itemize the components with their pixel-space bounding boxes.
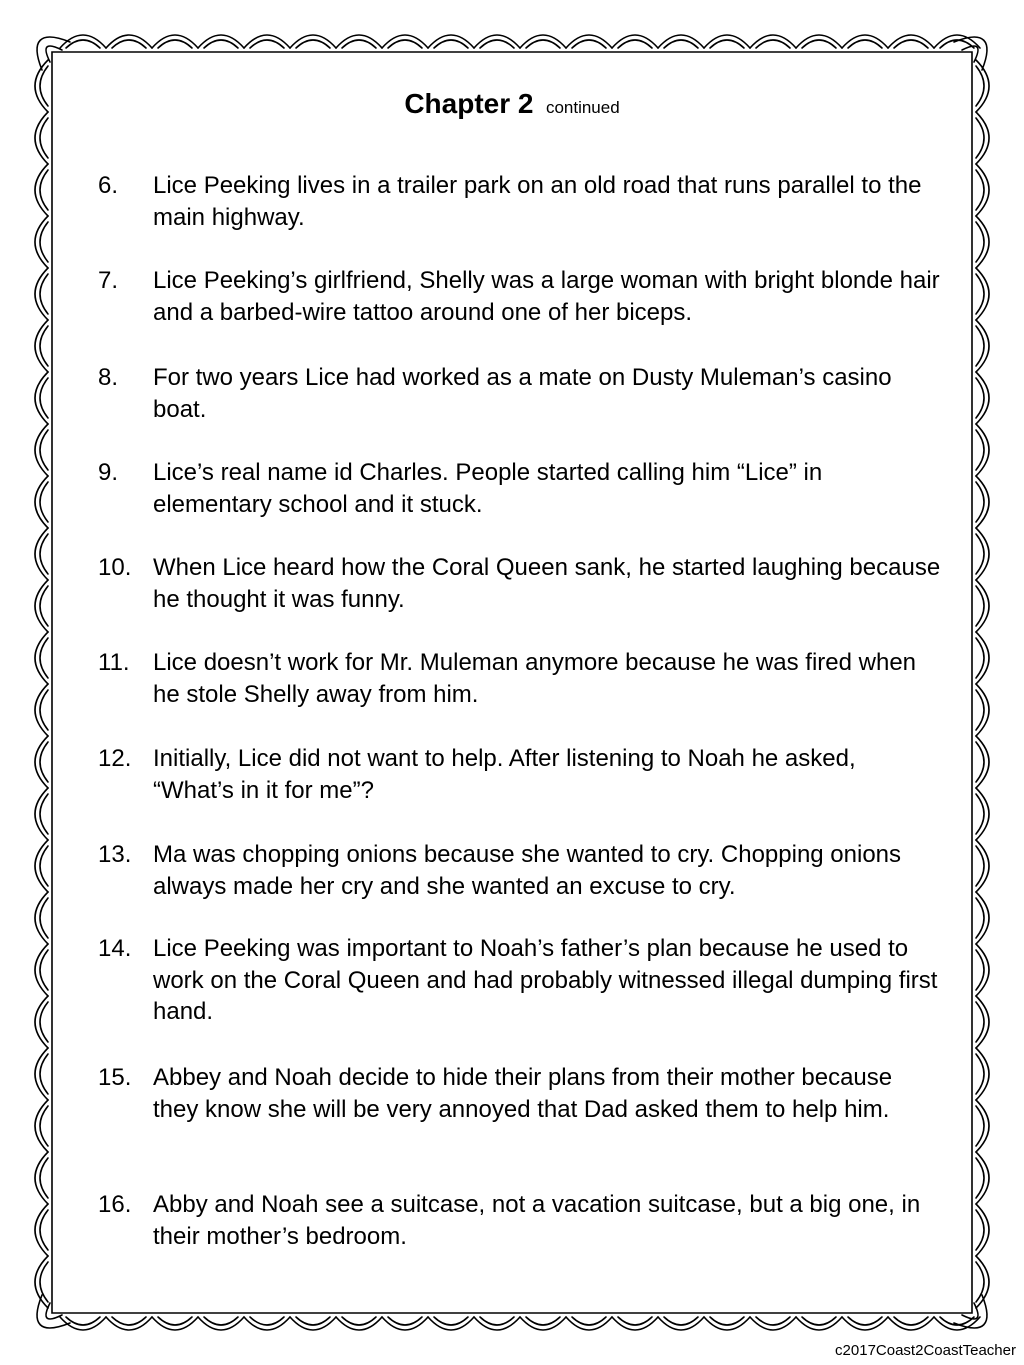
item-number: 16.	[98, 1191, 132, 1218]
item-number: 10.	[98, 554, 132, 581]
item-text: Abbey and Noah decide to hide their plans from their mother because they know she will be very annoyed that Dad asked them to help him.	[153, 1064, 893, 1123]
item-number: 15.	[98, 1064, 132, 1091]
item-text: Ma was chopping onions because she wanted to cry. Chopping onions always made her cry and she wanted an excuse to cry.	[153, 841, 902, 900]
item-text: Lice Peeking lives in a trailer park on an old road that runs parallel to the main highway.	[153, 172, 922, 231]
item-number: 7.	[98, 267, 119, 294]
item-text: Lice Peeking’s girlfriend, Shelly was a large woman with bright blonde hair and a barbed-wire tattoo around one of her biceps.	[153, 267, 940, 326]
item-text: Initially, Lice did not want to help. After listening to Noah he asked, “What’s in it for me”?	[153, 745, 856, 804]
chapter-title: Chapter 2	[404, 88, 534, 119]
item-text: When Lice heard how the Coral Queen sank, he started laughing because he thought it was funny.	[153, 554, 941, 613]
item-text: Abby and Noah see a suitcase, not a vacation suitcase, but a big one, in their mother’s bedroom.	[153, 1191, 921, 1250]
item-number: 11.	[98, 649, 130, 676]
item-number: 6.	[98, 172, 119, 199]
item-text: Lice Peeking was important to Noah’s father’s plan because he used to work on the Coral Queen and had probably witnessed illegal dumping first hand.	[153, 935, 938, 1025]
copyright-footer: c2017Coast2CoastTeacher	[835, 1342, 1016, 1359]
chapter-subtitle: continued	[545, 98, 620, 117]
item-number: 8.	[98, 364, 119, 391]
item-text: Lice doesn’t work for Mr. Muleman anymore because he was fired when he stole Shelly away from him.	[153, 649, 917, 708]
item-text: For two years Lice had worked as a mate on Dusty Muleman’s casino boat.	[153, 364, 892, 423]
item-text: Lice’s real name id Charles. People started calling him “Lice” in elementary school and it stuck.	[153, 459, 823, 518]
item-number: 13.	[98, 841, 132, 868]
item-number: 9.	[98, 459, 119, 486]
item-number: 14.	[98, 935, 132, 962]
item-number: 12.	[98, 745, 132, 772]
